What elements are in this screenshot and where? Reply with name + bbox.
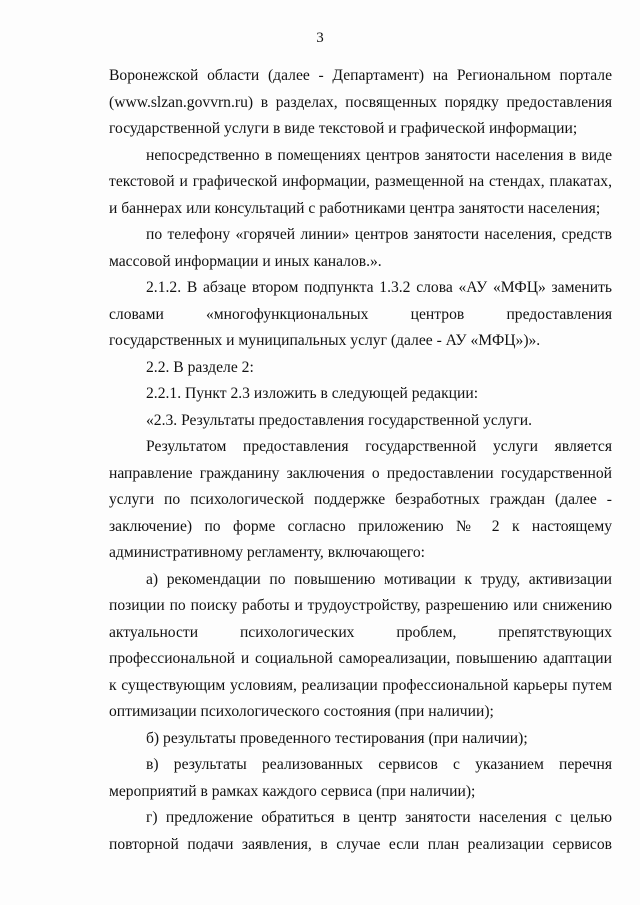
paragraph-9: а) рекомендации по повышению мотивации к труду, активизации позиции по поиску работы и трудоустройству, разрешению или снижению актуальности психологических проблем, препятствующих профессиональной и социальной самореализации, повышению адаптации к существующим условиям, реализации профессиональной карьеры путем оптимизации психологического состояния (при наличии); <box>109 570 612 720</box>
paragraph-10: б) результаты проведенного тестирования (при наличии); <box>146 729 528 747</box>
page-number: 3 <box>316 30 324 46</box>
paragraph-1: Воронежской области (далее - Департамент) на Региональном портале (www.slzan.govvrn.ru) в разделах, посвященных порядку предоставления государственной услуги в виде текстовой и графической информации; <box>109 67 612 137</box>
paragraph-6: 2.2.1. Пункт 2.3 изложить в следующей редакции: <box>146 385 479 402</box>
paragraph-4: 2.1.2. В абзаце втором подпункта 1.3.2 слова «АУ «МФЦ» заменить словами «многофункциональных центров предоставления государственных и муниципальных услуг (далее - АУ «МФЦ»)». <box>109 279 612 349</box>
paragraph-5: 2.2. В разделе 2: <box>146 358 254 376</box>
paragraph-3: по телефону «горячей линии» центров занятости населения, средств массовой информации и иных каналов.». <box>109 226 612 270</box>
document-body <box>109 63 612 858</box>
paragraph-2: непосредственно в помещениях центров занятости населения в виде текстовой и графической информации, размещенной на стендах, плакатах, и баннерах или консультаций с работниками центра занятости населения; <box>109 146 612 217</box>
paragraph-7: «2.3. Результаты предоставления государственной услуги. <box>146 411 533 429</box>
paragraph-8: Результатом предоставления государственной услуги является направление гражданину заключения о предоставлении государственной услуги по психологической поддержке безработных граждан (далее - заключение) по форме согласно приложению № 2 к настоящему административному регламенту, включающего: <box>109 438 612 561</box>
paragraph-11: в) результаты реализованных сервисов с указанием перечня мероприятий в рамках каждого сервиса (при наличии); <box>109 756 612 800</box>
paragraph-12: г) предложение обратиться в центр занятости населения с целью повторной подачи заявления, в случае если план реализации сервисов <box>109 809 612 853</box>
